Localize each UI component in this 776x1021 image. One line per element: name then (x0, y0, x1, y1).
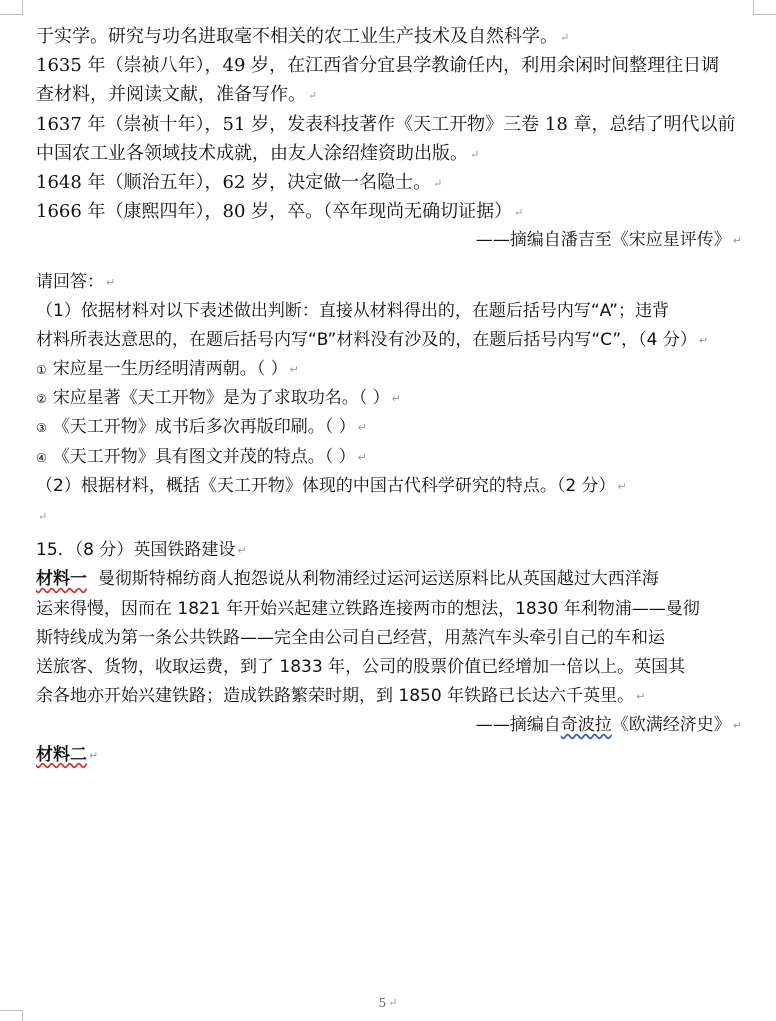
text-line: 1637 年（崇祯十年），51 岁，发表科技著作《天工开物》三卷 18 章，总结了明代以前 (36, 113, 736, 135)
blank-line (36, 256, 742, 268)
option-number: ④ (36, 450, 47, 465)
material-1-line-5: 余各地亦开始兴建铁路；造成铁路繁荣时期，到 1850 年铁路已长达六千英里。 ↵ (36, 686, 646, 707)
paragraph-mark-icon: ↵ (698, 333, 709, 347)
source-citation: ——摘编自潘吉至《宋应星评传》 ↵ (475, 230, 742, 251)
material-1-line-1: 材料一 曼彻斯特棉纺商人抱怨说从利物浦经过运河运送原料比从英国越过大西洋海 (36, 569, 659, 590)
paragraph-mark-icon: ↵ (514, 206, 524, 220)
option-2: ② 宋应星著《天工开物》是为了求取功名。（ ） ↵ (36, 388, 401, 409)
text-line: 1648 年（顺治五年），62 岁，决定做一名隐士。 ↵ (36, 171, 443, 193)
paragraph-mark-icon: ↵ (636, 690, 646, 704)
paragraph-mark-icon: ↵ (433, 176, 443, 190)
page-corner-mark-top-right (753, 0, 776, 15)
material-1-line-4: 送旅客、货物，收取运费，到了 1833 年，公司的股票价值已经增加一倍以上。英国其 (36, 656, 686, 677)
document-body (36, 22, 742, 770)
paragraph-mark-icon: ↵ (308, 89, 318, 103)
text-line: 查材料，并阅读文献，准备写作。 ↵ (36, 84, 318, 106)
material-2-label: 材料二 (36, 744, 87, 765)
paragraph-mark-icon: ↵ (106, 275, 116, 289)
option-1: ① 宋应星一生历经明清两朝。（ ） ↵ (36, 359, 299, 380)
option-3: ③ 《天工开物》成书后多次再版印刷。（ ） ↵ (36, 417, 367, 438)
paragraph-mark-icon: ↵ (357, 450, 367, 464)
option-number: ③ (36, 421, 47, 436)
page-corner-mark-bottom-left (0, 1010, 23, 1021)
paragraph-mark-icon: ↵ (732, 234, 742, 248)
author-name: 奇波拉 (560, 715, 612, 736)
material-1-line-2: 运来得慢，因而在 1821 年开始兴起建立铁路连接两市的想法，1830 年利物浦——曼彻 (36, 598, 700, 619)
option-4: ④ 《天工开物》具有图文并茂的特点。（ ） ↵ (36, 446, 367, 467)
text-line: 1666 年（康熙四年），80 岁，卒。（卒年现尚无确切证据） ↵ (36, 201, 524, 223)
question-2: （2）根据材料，概括《天工开物》体现的中国古代科学研究的特点。（2 分） ↵ (36, 475, 627, 496)
paragraph-mark-icon: ↵ (89, 748, 99, 762)
material-1-source: ——摘编自奇波拉《欧满经济史》 ↵ (475, 715, 742, 736)
paragraph-mark-icon: ↵ (38, 510, 48, 523)
paragraph-mark-icon: ↵ (470, 147, 480, 161)
text-line: 于实学。研究与功名进取毫不相关的农工业生产技术及自然科学。 ↵ (36, 26, 570, 47)
empty-paragraph (36, 501, 742, 530)
text-line: 中国农工业各领域技术成就，由友人涂绍煃资助出版。 ↵ (36, 142, 480, 164)
question-15-title: 15．（8 分）英国铁路建设 ↵ (36, 540, 247, 561)
paragraph-mark-icon: ↵ (617, 479, 627, 493)
paragraph-mark-icon: ↵ (289, 363, 299, 377)
paragraph-mark-icon: ↵ (357, 421, 367, 435)
paragraph-mark-icon: ↵ (732, 719, 742, 733)
paragraph-mark-icon: ↵ (391, 392, 401, 406)
material-1-line-3: 斯特线成为第一条公共铁路——完全由公司自己经营，用蒸汽车头牵引自己的车和运 (36, 627, 665, 648)
page-corner-mark-top-left (0, 0, 23, 15)
option-number: ① (36, 363, 47, 378)
paragraph-mark-icon: ↵ (237, 544, 247, 558)
question-1-line-2: 材料所表达意思的，在题后括号内写“B”材料没有沙及的，在题后括号内写“C”，（4 分） ↵ (36, 329, 709, 350)
question-1-line-1: （1）依据材料对以下表述做出判断：直接从材料得出的，在题后括号内写“A”；违背 (36, 300, 669, 321)
paragraph-mark-icon: ↵ (388, 996, 398, 1009)
text-line: 1635 年（崇祯八年），49 岁，在江西省分宜县学教谕任内，利用余闲时间整理往日调 (36, 55, 720, 77)
question-intro: 请回答： ↵ (36, 271, 116, 292)
page-number: 5 ↵ (378, 996, 398, 1010)
option-number: ② (36, 392, 47, 407)
paragraph-mark-icon: ↵ (560, 31, 570, 44)
material-1-label: 材料一 (36, 569, 87, 590)
material-2-line (36, 741, 742, 770)
